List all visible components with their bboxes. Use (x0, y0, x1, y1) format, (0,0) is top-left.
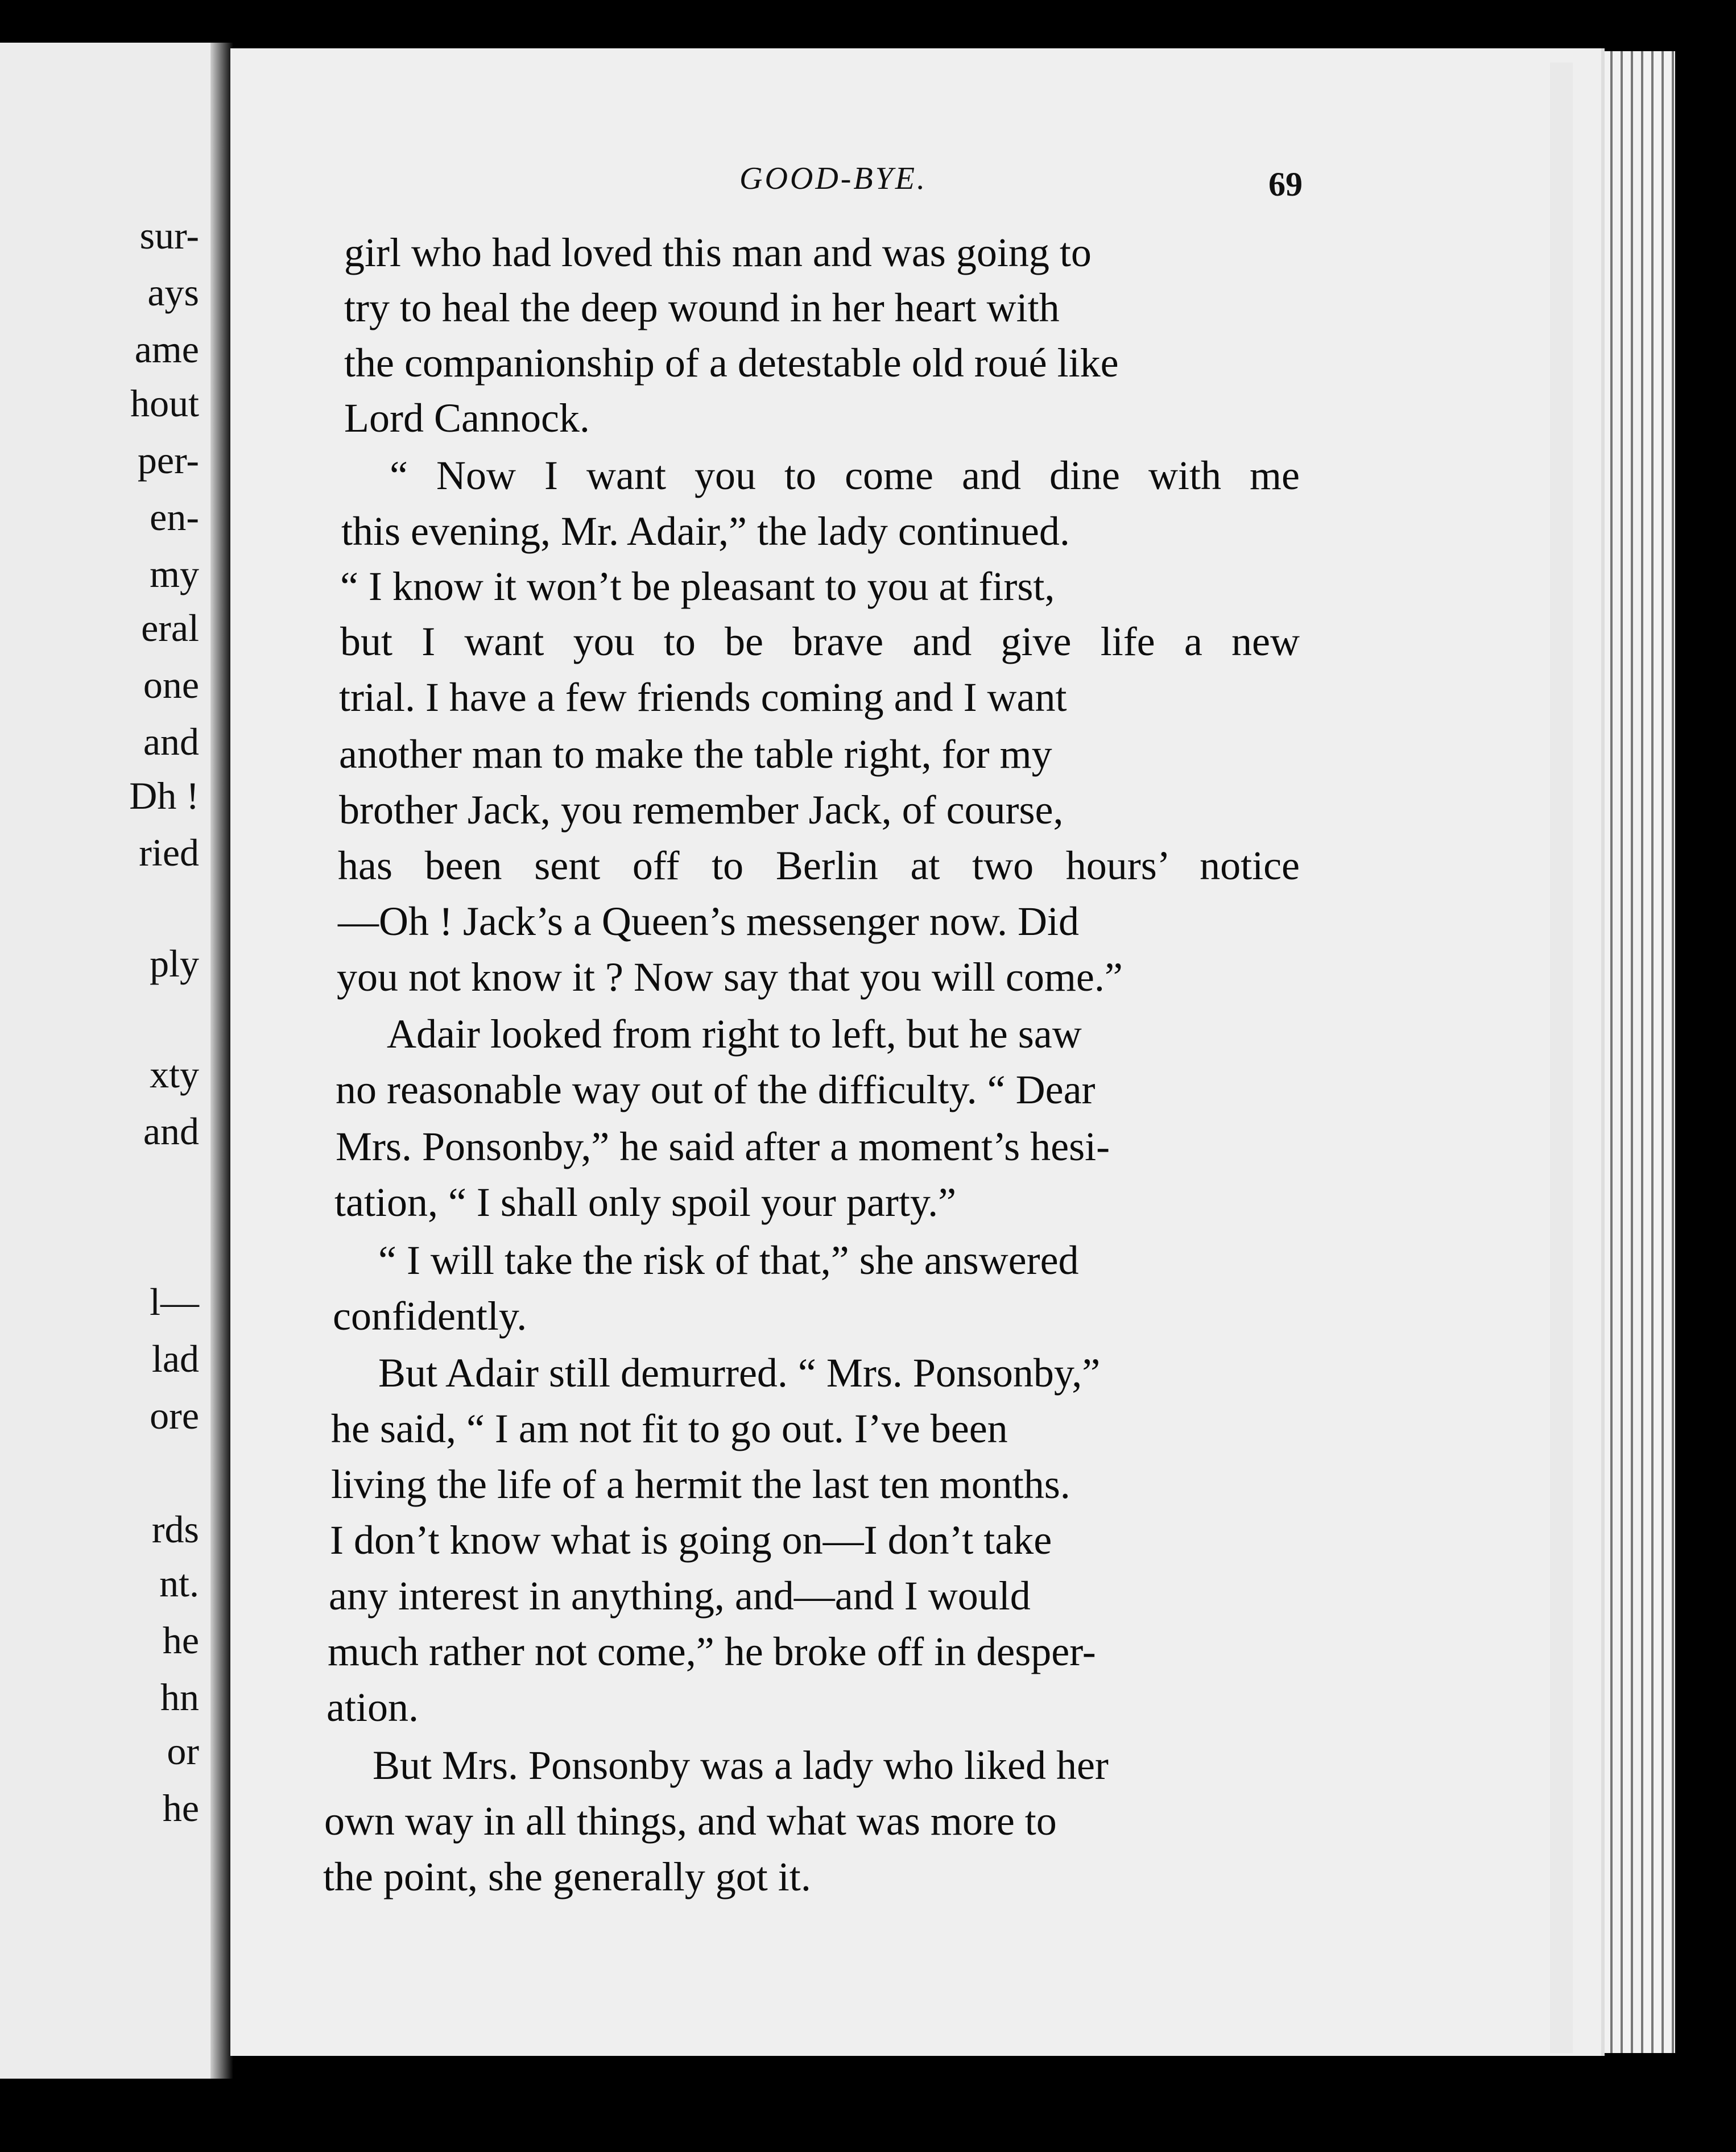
left-page-line: or (167, 1729, 199, 1773)
text-line: brother Jack, you remember Jack, of course, (339, 787, 1064, 833)
left-page-line: my (150, 552, 199, 595)
text-line: own way in all things, and what was more to (324, 1798, 1057, 1844)
text-line: trial. I have a few friends coming and I want (339, 674, 1067, 720)
text-line: tation, “ I shall only spoil your party.” (334, 1180, 957, 1225)
left-page-line: rds (151, 1508, 199, 1551)
left-page-line: ply (150, 942, 199, 985)
text-line: any interest in anything, and—and I would (329, 1573, 1031, 1619)
text-line: but I want you to be brave and give life a new (340, 619, 1300, 664)
left-page-line: and (143, 1110, 199, 1153)
text-line: he said, “ I am not fit to go out. I’ve been (331, 1406, 1008, 1451)
page-edge-cap (1550, 63, 1573, 2053)
left-page-line: ried (139, 831, 199, 874)
text-line: Adair looked from right to left, but he saw (387, 1011, 1082, 1057)
left-page-line: ame (134, 328, 199, 371)
text-line: no reasonable way out of the difficulty. “ Dear (336, 1067, 1096, 1112)
book-gutter (210, 43, 233, 2079)
left-page (0, 43, 216, 2079)
text-line: girl who had loved this man and was going to (344, 230, 1092, 275)
text-line: But Adair still demurred. “ Mrs. Ponsonby,” (378, 1350, 1101, 1396)
text-line: much rather not come,” he broke off in desper- (328, 1629, 1096, 1674)
running-head: GOOD-BYE. (739, 161, 927, 196)
text-line: this evening, Mr. Adair,” the lady continued. (341, 508, 1070, 554)
text-line: has been sent off to Berlin at two hours’ notice (338, 843, 1300, 888)
left-page-line: Dh ! (129, 774, 199, 817)
text-line: Mrs. Ponsonby,” he said after a moment’s hesi- (336, 1124, 1110, 1169)
left-page-line: ays (147, 271, 199, 314)
left-page-line: hn (160, 1675, 199, 1719)
left-page-line: he (162, 1786, 199, 1830)
left-page-line: hout (130, 382, 199, 425)
text-line: try to heal the deep wound in her heart with (344, 285, 1060, 330)
text-line: “ I will take the risk of that,” she answered (378, 1238, 1079, 1283)
text-line: But Mrs. Ponsonby was a lady who liked her (373, 1743, 1109, 1788)
left-page-line: and (143, 720, 199, 763)
text-line: the companionship of a detestable old roué like (344, 340, 1119, 386)
text-line: the point, she generally got it. (323, 1854, 811, 1899)
text-line: living the life of a hermit the last ten months. (331, 1462, 1070, 1507)
text-line: “ Now I want you to come and dine with me (390, 453, 1300, 498)
text-line: ation. (326, 1685, 419, 1730)
left-page-line: ore (150, 1394, 199, 1437)
left-page-line: eral (141, 606, 199, 649)
left-page-line: nt. (159, 1562, 199, 1605)
left-page-line: sur- (139, 214, 199, 257)
text-line: Lord Cannock. (344, 395, 590, 441)
left-page-line: per- (137, 438, 199, 482)
text-line: you not know it ? Now say that you will come.” (337, 954, 1123, 1000)
left-page-line: xty (150, 1053, 199, 1096)
text-line: another man to make the table right, for my (339, 731, 1052, 777)
left-page-line: en- (150, 495, 199, 539)
text-line: confidently. (333, 1293, 527, 1339)
left-page-line: he (162, 1619, 199, 1662)
left-page-line: one (143, 663, 199, 706)
text-line: —Oh ! Jack’s a Queen’s messenger now. Did (338, 899, 1080, 944)
page-number: 69 (1268, 165, 1303, 203)
left-page-line: lad (151, 1337, 199, 1380)
text-line: “ I know it won’t be pleasant to you at first, (340, 564, 1055, 609)
left-page-line: l— (150, 1280, 199, 1323)
text-line: I don’t know what is going on—I don’t take (330, 1517, 1052, 1563)
